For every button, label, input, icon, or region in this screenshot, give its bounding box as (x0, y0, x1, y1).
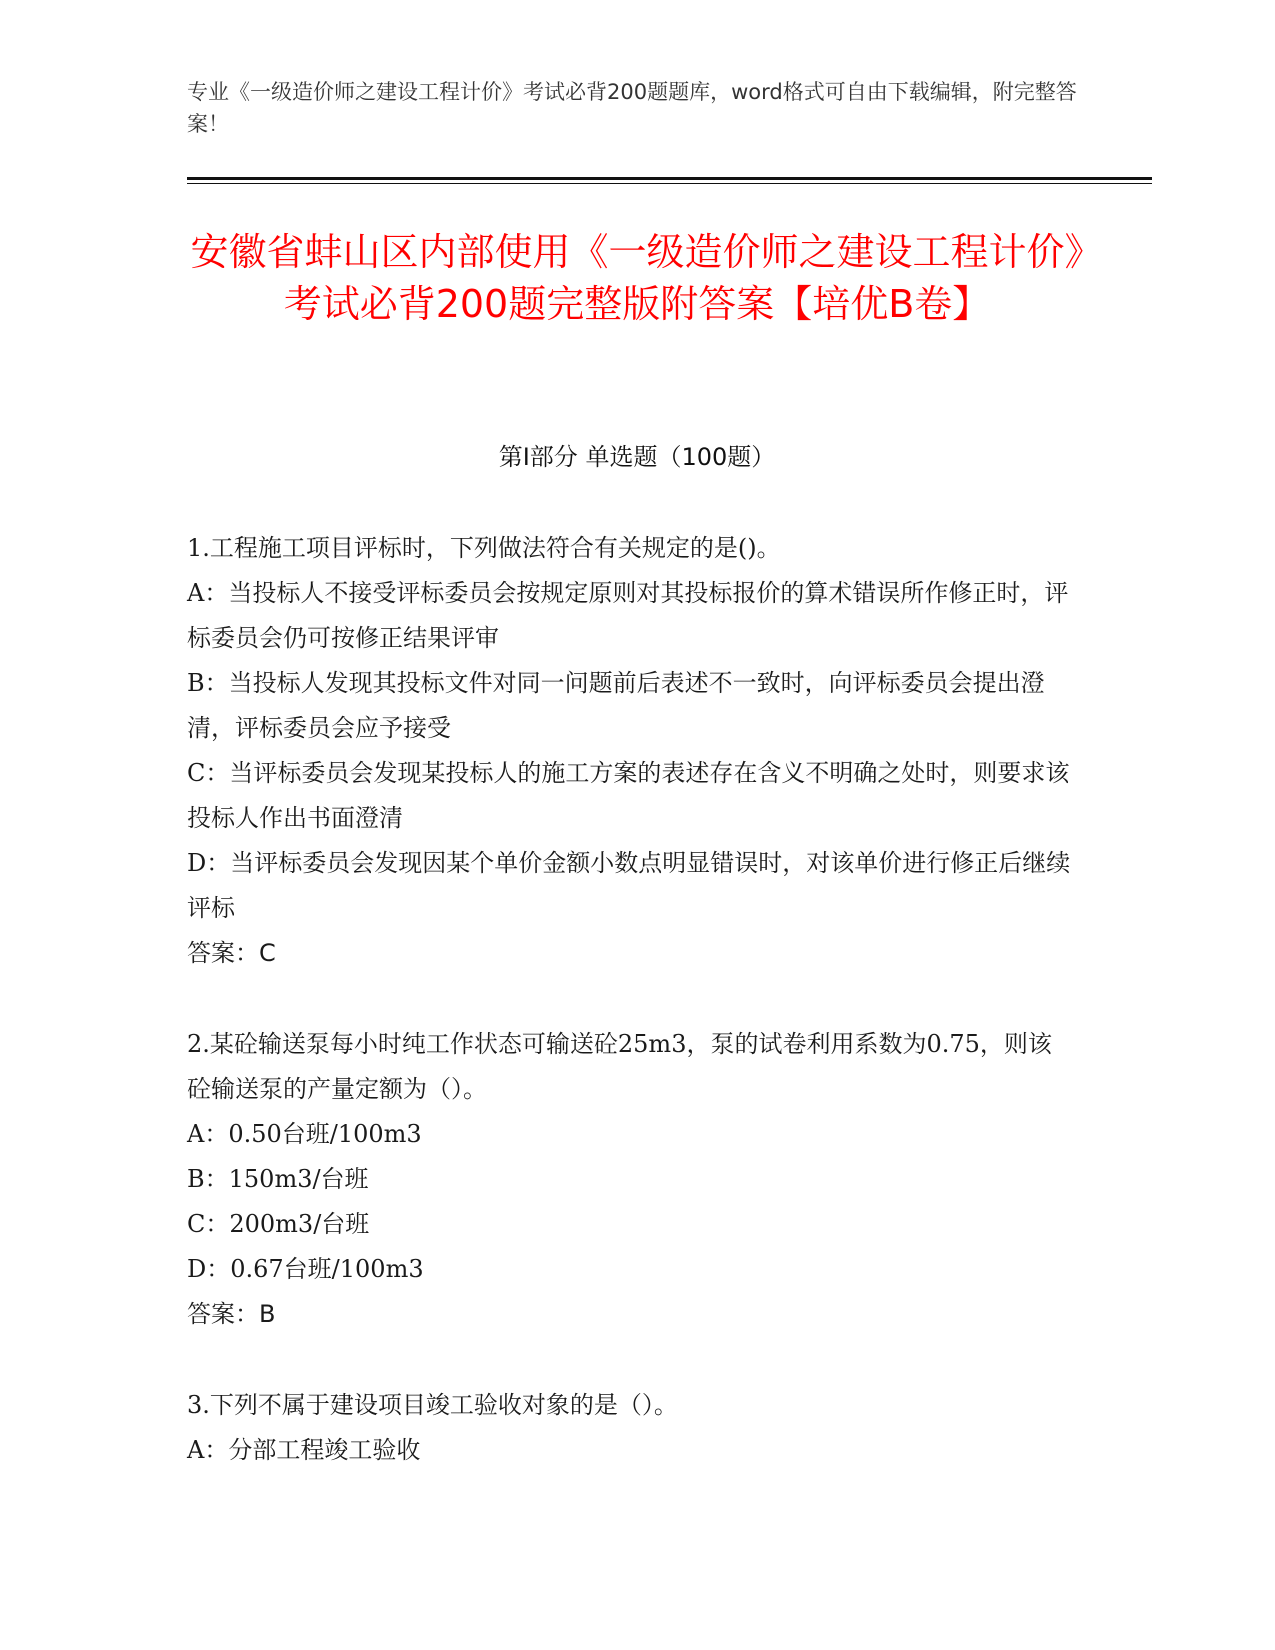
header-divider-thin (187, 183, 1152, 184)
question-stem: 1.工程施工项目评标时，下列做法符合有关规定的是()。 (187, 534, 781, 562)
answer: 答案：B (187, 1300, 276, 1328)
question-stem: 3.下列不属于建设项目竣工验收对象的是（）。 (187, 1391, 678, 1419)
question-2 (187, 1022, 1072, 1337)
question-3 (187, 1383, 1072, 1473)
option-b: B：当投标人发现其投标文件对同一问题前后表述不一致时，向评标委员会提出澄清，评标委员会应予接受 (187, 669, 1045, 742)
option-c: C：200m3/台班 (187, 1210, 370, 1238)
option-b: B：150m3/台班 (187, 1165, 369, 1193)
header-note: 专业《一级造价师之建设工程计价》考试必背200题题库，word格式可自由下载编辑，附完整答案！ (187, 80, 1077, 136)
option-d: D：当评标委员会发现因某个单价金额小数点明显错误时，对该单价进行修正后继续评标 (187, 849, 1071, 922)
answer: 答案：C (187, 939, 276, 967)
option-d: D：0.67台班/100m3 (187, 1255, 424, 1283)
option-a: A：当投标人不接受评标委员会按规定原则对其投标报价的算术错误所作修正时，评标委员会仍可按修正结果评审 (187, 579, 1069, 652)
section-title: 第I部分 单选题（100题） (498, 443, 776, 471)
option-a: A：分部工程竣工验收 (187, 1436, 421, 1464)
document-title: 安徽省蚌山区内部使用《一级造价师之建设工程计价》考试必背200题完整版附答案【培优B卷】 (190, 230, 1084, 326)
option-c: C：当评标委员会发现某投标人的施工方案的表述存在含义不明确之处时，则要求该投标人作出书面澄清 (187, 759, 1070, 832)
question-1 (187, 526, 1072, 976)
option-a: A：0.50台班/100m3 (187, 1120, 422, 1148)
question-stem: 2.某砼输送泵每小时纯工作状态可输送砼25m3，泵的试卷利用系数为0.75，则该砼输送泵的产量定额为（）。 (187, 1030, 1052, 1103)
header-divider-thick (187, 177, 1152, 180)
question-list (187, 526, 1072, 1519)
